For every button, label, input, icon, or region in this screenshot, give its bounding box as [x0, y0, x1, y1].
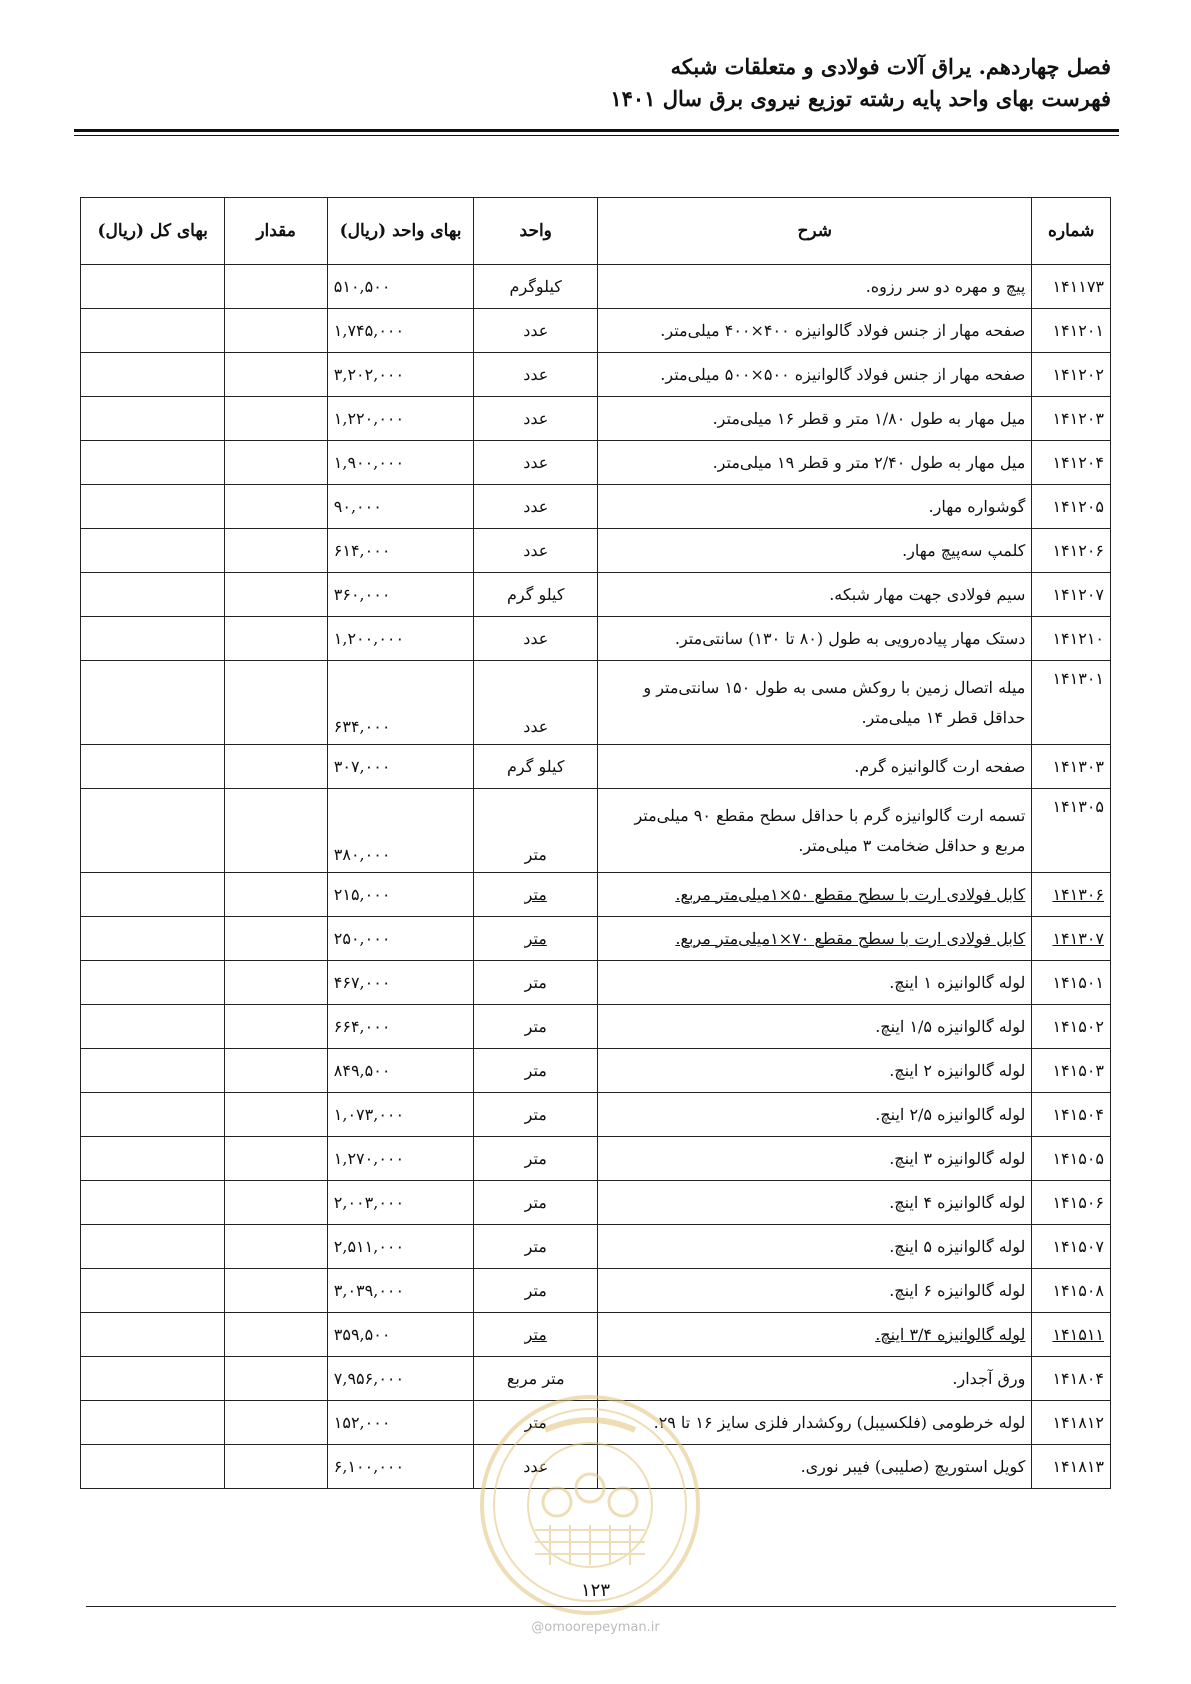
row-description: ورق آجدار.	[598, 1357, 1032, 1401]
row-description: میله اتصال زمین با روکش مسی به طول ۱۵۰ سانتی‌متر و حداقل قطر ۱۴ میلی‌متر.	[598, 661, 1032, 745]
column-header-description: شرح	[598, 198, 1032, 265]
row-unit	[474, 1313, 598, 1357]
row-quantity	[225, 961, 327, 1005]
table-row	[81, 265, 1111, 309]
table-row	[81, 529, 1111, 573]
row-unit-price: ۳۰۷,۰۰۰	[327, 745, 474, 789]
row-unit-text: متر	[524, 885, 547, 904]
row-total-price	[81, 1137, 225, 1181]
row-description: تسمه ارت گالوانیزه گرم با حداقل سطح مقطع ۹۰ میلی‌متر مربع و حداقل ضخامت ۳ میلی‌متر.	[598, 789, 1032, 873]
row-unit-price: ۳۵۹,۵۰۰	[327, 1313, 474, 1357]
row-quantity	[225, 617, 327, 661]
price-table	[80, 197, 1111, 1489]
row-unit: عدد	[474, 397, 598, 441]
row-unit: متر	[474, 789, 598, 873]
row-unit-price: ۱,۲۲۰,۰۰۰	[327, 397, 474, 441]
row-number: ۱۴۱۲۱۰	[1032, 617, 1111, 661]
row-quantity	[225, 353, 327, 397]
row-number: ۱۴۱۵۰۱	[1032, 961, 1111, 1005]
row-number-text: ۱۴۱۵۱۱	[1052, 1325, 1104, 1344]
row-total-price	[81, 745, 225, 789]
row-quantity	[225, 265, 327, 309]
row-number: ۱۴۱۲۰۴	[1032, 441, 1111, 485]
chapter-title: فصل چهاردهم. یراق آلات فولادی و متعلقات شبکه	[670, 54, 1111, 79]
row-quantity	[225, 1049, 327, 1093]
row-quantity	[225, 1313, 327, 1357]
row-description: گوشواره مهار.	[598, 485, 1032, 529]
row-number: ۱۴۱۵۰۷	[1032, 1225, 1111, 1269]
row-unit: عدد	[474, 529, 598, 573]
row-description: کویل استوریچ (صلیبی) فیبر نوری.	[598, 1445, 1032, 1489]
row-number-text: ۱۴۱۳۰۷	[1052, 929, 1104, 948]
row-unit-price: ۲,۵۱۱,۰۰۰	[327, 1225, 474, 1269]
row-quantity	[225, 1093, 327, 1137]
row-unit-price: ۳,۰۳۹,۰۰۰	[327, 1269, 474, 1313]
row-number: ۱۴۱۳۰۳	[1032, 745, 1111, 789]
row-quantity	[225, 529, 327, 573]
row-unit: متر	[474, 1181, 598, 1225]
table-row	[81, 1093, 1111, 1137]
row-quantity	[225, 309, 327, 353]
row-number	[1032, 873, 1111, 917]
table-row	[81, 789, 1111, 873]
row-quantity	[225, 1357, 327, 1401]
row-number-text: ۱۴۱۳۰۶	[1052, 885, 1104, 904]
row-unit-price: ۶,۱۰۰,۰۰۰	[327, 1445, 474, 1489]
row-quantity	[225, 1269, 327, 1313]
row-number	[1032, 917, 1111, 961]
row-description: لوله گالوانیزه ۳ اینچ.	[598, 1137, 1032, 1181]
row-quantity	[225, 1401, 327, 1445]
row-quantity	[225, 485, 327, 529]
row-description: لوله گالوانیزه ۴ اینچ.	[598, 1181, 1032, 1225]
table-row	[81, 1005, 1111, 1049]
row-quantity	[225, 1445, 327, 1489]
row-number	[1032, 1313, 1111, 1357]
row-number: ۱۴۱۲۰۵	[1032, 485, 1111, 529]
row-description: لوله گالوانیزه ۱/۵ اینچ.	[598, 1005, 1032, 1049]
row-unit: متر مربع	[474, 1357, 598, 1401]
row-number: ۱۴۱۲۰۱	[1032, 309, 1111, 353]
table-row	[81, 309, 1111, 353]
row-total-price	[81, 661, 225, 745]
row-unit: متر	[474, 961, 598, 1005]
row-number: ۱۴۱۲۰۶	[1032, 529, 1111, 573]
row-number: ۱۴۱۵۰۴	[1032, 1093, 1111, 1137]
table-row	[81, 1269, 1111, 1313]
header-rule-thick	[74, 129, 1119, 132]
row-quantity	[225, 441, 327, 485]
row-unit-price: ۱۵۲,۰۰۰	[327, 1401, 474, 1445]
row-unit-price: ۱,۹۰۰,۰۰۰	[327, 441, 474, 485]
table-row	[81, 1049, 1111, 1093]
row-unit-price: ۲,۰۰۳,۰۰۰	[327, 1181, 474, 1225]
row-total-price	[81, 917, 225, 961]
row-description: میل مهار به طول ۲/۴۰ متر و قطر ۱۹ میلی‌متر.	[598, 441, 1032, 485]
row-unit-price: ۱,۰۷۳,۰۰۰	[327, 1093, 474, 1137]
table-row	[81, 1181, 1111, 1225]
row-number: ۱۴۱۸۱۲	[1032, 1401, 1111, 1445]
row-unit-price: ۲۵۰,۰۰۰	[327, 917, 474, 961]
row-unit: کیلو گرم	[474, 573, 598, 617]
row-unit-price: ۳۸۰,۰۰۰	[327, 789, 474, 873]
table-row	[81, 353, 1111, 397]
table-body	[81, 265, 1111, 1489]
row-unit-price: ۸۴۹,۵۰۰	[327, 1049, 474, 1093]
row-quantity	[225, 789, 327, 873]
table-row	[81, 661, 1111, 745]
row-total-price	[81, 1357, 225, 1401]
row-unit-price: ۶۶۴,۰۰۰	[327, 1005, 474, 1049]
row-unit: متر	[474, 1401, 598, 1445]
row-unit: متر	[474, 1225, 598, 1269]
row-number: ۱۴۱۲۰۷	[1032, 573, 1111, 617]
row-unit-price: ۳,۲۰۲,۰۰۰	[327, 353, 474, 397]
row-description: لوله خرطومی (فلکسیبل) روکشدار فلزی سایز ۱۶ تا ۲۹.	[598, 1401, 1032, 1445]
row-total-price	[81, 309, 225, 353]
table-row	[81, 485, 1111, 529]
row-total-price	[81, 1401, 225, 1445]
row-unit: متر	[474, 1093, 598, 1137]
row-unit: عدد	[474, 353, 598, 397]
row-unit-price: ۳۶۰,۰۰۰	[327, 573, 474, 617]
row-unit-price: ۱,۲۷۰,۰۰۰	[327, 1137, 474, 1181]
row-quantity	[225, 917, 327, 961]
row-total-price	[81, 353, 225, 397]
row-total-price	[81, 573, 225, 617]
row-number: ۱۴۱۲۰۳	[1032, 397, 1111, 441]
row-unit: متر	[474, 1005, 598, 1049]
row-unit: متر	[474, 1269, 598, 1313]
row-number: ۱۴۱۸۱۳	[1032, 1445, 1111, 1489]
row-unit: عدد	[474, 617, 598, 661]
column-header-number: شماره	[1032, 198, 1111, 265]
row-unit: متر	[474, 1137, 598, 1181]
row-total-price	[81, 961, 225, 1005]
column-header-unit: واحد	[474, 198, 598, 265]
row-description-text: کابل فولادی ارت با سطح مقطع ۵۰×۱میلی‌متر مربع.	[675, 884, 1026, 904]
table-row	[81, 441, 1111, 485]
row-description	[598, 873, 1032, 917]
row-description: صفحه ارت گالوانیزه گرم.	[598, 745, 1032, 789]
row-number: ۱۴۱۳۰۵	[1032, 789, 1111, 873]
row-total-price	[81, 485, 225, 529]
row-quantity	[225, 397, 327, 441]
row-total-price	[81, 1049, 225, 1093]
row-total-price	[81, 1225, 225, 1269]
row-unit-price: ۵۱۰,۵۰۰	[327, 265, 474, 309]
row-unit-text: متر	[524, 1325, 547, 1344]
row-unit: عدد	[474, 661, 598, 745]
row-description: لوله گالوانیزه ۶ اینچ.	[598, 1269, 1032, 1313]
row-number: ۱۴۱۸۰۴	[1032, 1357, 1111, 1401]
row-unit-price: ۷,۹۵۶,۰۰۰	[327, 1357, 474, 1401]
row-number: ۱۴۱۲۰۲	[1032, 353, 1111, 397]
row-total-price	[81, 265, 225, 309]
row-total-price	[81, 1269, 225, 1313]
row-description: لوله گالوانیزه ۵ اینچ.	[598, 1225, 1032, 1269]
row-total-price	[81, 873, 225, 917]
price-list-title: فهرست بهای واحد پایه رشته توزیع نیروی برق سال ۱۴۰۱	[610, 86, 1111, 111]
row-unit	[474, 873, 598, 917]
row-description	[598, 917, 1032, 961]
row-unit: عدد	[474, 441, 598, 485]
row-number: ۱۴۱۵۰۶	[1032, 1181, 1111, 1225]
row-total-price	[81, 617, 225, 661]
row-total-price	[81, 1005, 225, 1049]
column-header-quantity: مقدار	[225, 198, 327, 265]
row-quantity	[225, 1225, 327, 1269]
table-row	[81, 1225, 1111, 1269]
row-unit: عدد	[474, 309, 598, 353]
row-unit-price: ۲۱۵,۰۰۰	[327, 873, 474, 917]
row-number: ۱۴۱۵۰۸	[1032, 1269, 1111, 1313]
row-unit: عدد	[474, 485, 598, 529]
row-quantity	[225, 573, 327, 617]
row-quantity	[225, 873, 327, 917]
table-header-row	[81, 198, 1111, 265]
table-row	[81, 873, 1111, 917]
row-description: پیچ و مهره دو سر رزوه.	[598, 265, 1032, 309]
row-description: صفحه مهار از جنس فولاد گالوانیزه ۵۰۰×۵۰۰ میلی‌متر.	[598, 353, 1032, 397]
row-description: دستک مهار پیاده‌رویی به طول (۸۰ تا ۱۳۰) سانتی‌متر.	[598, 617, 1032, 661]
row-unit-price: ۴۶۷,۰۰۰	[327, 961, 474, 1005]
row-total-price	[81, 1445, 225, 1489]
row-unit-price: ۹۰,۰۰۰	[327, 485, 474, 529]
column-header-unit-price: بهای واحد (ریال)	[327, 198, 474, 265]
row-description: میل مهار به طول ۱/۸۰ متر و قطر ۱۶ میلی‌متر.	[598, 397, 1032, 441]
row-total-price	[81, 441, 225, 485]
row-unit-text: متر	[524, 929, 547, 948]
row-description: صفحه مهار از جنس فولاد گالوانیزه ۴۰۰×۴۰۰ میلی‌متر.	[598, 309, 1032, 353]
row-unit-price: ۶۳۴,۰۰۰	[327, 661, 474, 745]
row-number: ۱۴۱۳۰۱	[1032, 661, 1111, 745]
row-total-price	[81, 397, 225, 441]
row-number: ۱۴۱۵۰۵	[1032, 1137, 1111, 1181]
table-row	[81, 745, 1111, 789]
row-description: کلمپ سه‌پیچ مهار.	[598, 529, 1032, 573]
table-row	[81, 573, 1111, 617]
row-description: لوله گالوانیزه ۲/۵ اینچ.	[598, 1093, 1032, 1137]
row-total-price	[81, 1093, 225, 1137]
table-row	[81, 961, 1111, 1005]
footer-rule	[86, 1606, 1116, 1607]
table-row	[81, 1137, 1111, 1181]
row-quantity	[225, 1005, 327, 1049]
row-unit-price: ۱,۲۰۰,۰۰۰	[327, 617, 474, 661]
column-header-total-price: بهای کل (ریال)	[81, 198, 225, 265]
watermark-text: @omoorepeyman.ir	[531, 1620, 660, 1635]
header-rule-thin	[74, 135, 1119, 136]
row-number: ۱۴۱۱۷۳	[1032, 265, 1111, 309]
row-total-price	[81, 789, 225, 873]
row-number: ۱۴۱۵۰۳	[1032, 1049, 1111, 1093]
row-total-price	[81, 529, 225, 573]
page-number: ۱۲۳	[580, 1580, 610, 1601]
page-header	[71, 52, 1111, 114]
table-row	[81, 397, 1111, 441]
row-unit-price: ۶۱۴,۰۰۰	[327, 529, 474, 573]
table-row	[81, 917, 1111, 961]
row-description: لوله گالوانیزه ۱ اینچ.	[598, 961, 1032, 1005]
row-unit: متر	[474, 1049, 598, 1093]
row-description	[598, 1313, 1032, 1357]
row-unit: کیلو گرم	[474, 745, 598, 789]
row-total-price	[81, 1181, 225, 1225]
row-quantity	[225, 1181, 327, 1225]
row-description: سیم فولادی جهت مهار شبکه.	[598, 573, 1032, 617]
row-quantity	[225, 1137, 327, 1181]
row-description: لوله گالوانیزه ۲ اینچ.	[598, 1049, 1032, 1093]
row-total-price	[81, 1313, 225, 1357]
row-description-text: کابل فولادی ارت با سطح مقطع ۷۰×۱میلی‌متر مربع.	[675, 928, 1026, 948]
table-row	[81, 617, 1111, 661]
row-quantity	[225, 745, 327, 789]
row-quantity	[225, 661, 327, 745]
row-unit-price: ۱,۷۴۵,۰۰۰	[327, 309, 474, 353]
row-unit: کیلوگرم	[474, 265, 598, 309]
row-description-text: لوله گالوانیزه ۳/۴ اینچ.	[875, 1324, 1026, 1344]
row-unit	[474, 917, 598, 961]
row-number: ۱۴۱۵۰۲	[1032, 1005, 1111, 1049]
table-row	[81, 1313, 1111, 1357]
row-unit: عدد	[474, 1445, 598, 1489]
